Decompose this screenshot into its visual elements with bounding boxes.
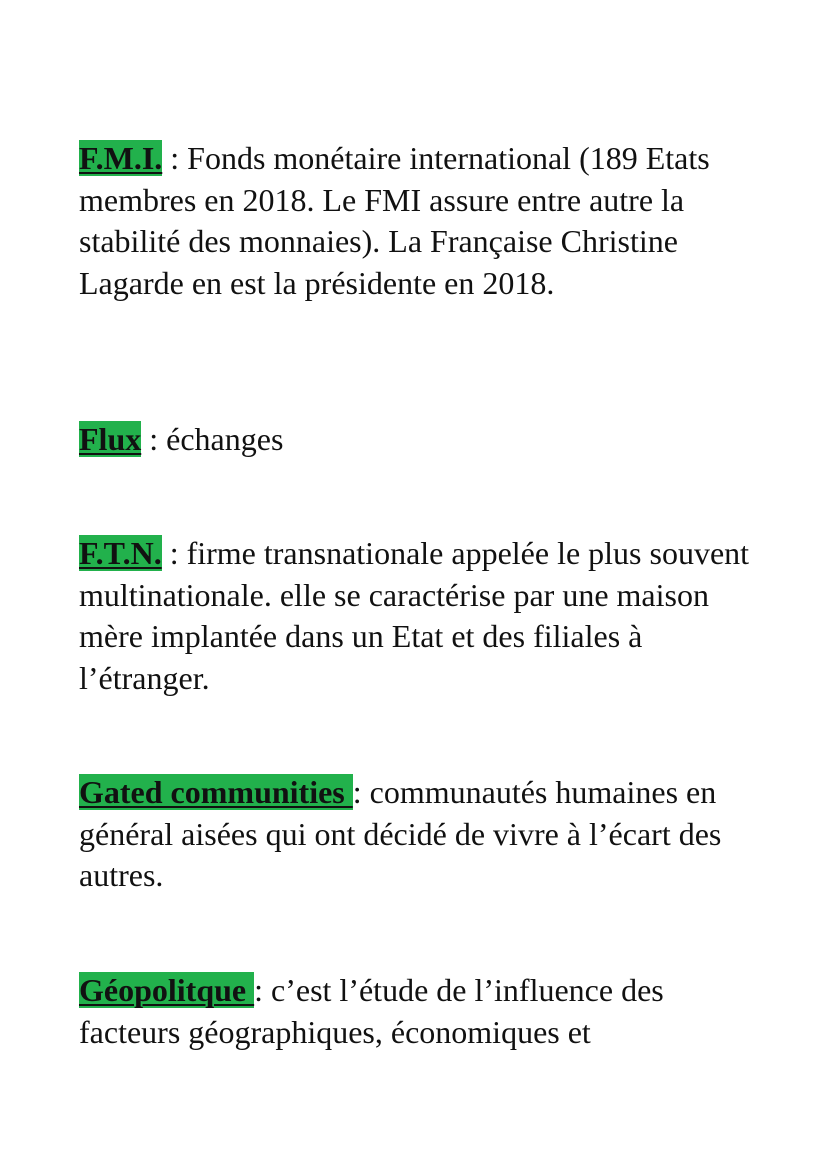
glossary-entry-gated-communities	[79, 772, 759, 897]
glossary-definition: : communautés humaines en général aisées qui ont décidé de vivre à l’écart des autres.	[79, 774, 722, 893]
glossary-definition: : firme transnationale appelée le plus souvent multinationale. elle se caractérise par une maison mère implantée dans un Etat et des filiales à l’étranger.	[79, 535, 750, 696]
glossary-entry-flux	[79, 419, 759, 461]
glossary-term: F.M.I.	[79, 140, 163, 176]
glossary-definition: : c’est l’étude de l’influence des facteurs géographiques, économiques et	[79, 972, 664, 1050]
glossary-definition: : échanges	[141, 421, 284, 457]
glossary-term: Géopolitque	[79, 972, 255, 1008]
glossary-term: Flux	[79, 421, 142, 457]
glossary-entry-fmi	[79, 138, 759, 304]
glossary-entry-ftn	[79, 533, 759, 699]
glossary-term: F.T.N.	[79, 535, 162, 571]
glossary-term: Gated communities	[79, 774, 353, 810]
glossary-definition: : Fonds monétaire international (189 Etats membres en 2018. Le FMI assure entre autre la stabilité des monnaies). La Française Christine Lagarde en est la présidente en 2018.	[79, 140, 710, 301]
glossary-entry-geopolitique	[79, 970, 759, 1053]
